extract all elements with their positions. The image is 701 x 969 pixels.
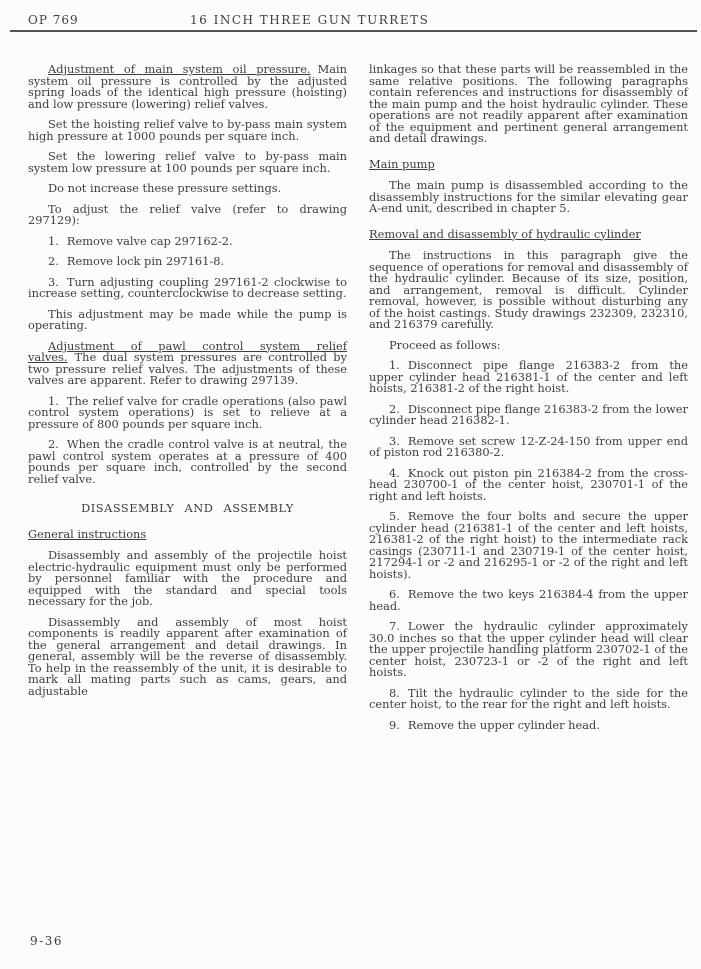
paragraph [28, 338, 347, 387]
list-item [28, 233, 347, 248]
paragraph: Do not increase these pressure settings. [48, 181, 282, 195]
paragraph-text: Main system oil pressure is controlled by the adjusted spring loads of the identical high pressure (hoisting) and low pressure (lowering) relief valves. [28, 62, 347, 111]
inline-heading: Adjustment of pawl control system relief valves. [28, 338, 347, 364]
text-columns [28, 64, 688, 740]
item-text: Remove lock pin 297161-8. [66, 254, 225, 268]
section-heading: DISASSEMBLY AND ASSEMBLY [81, 501, 294, 515]
item-number: 7. [389, 619, 400, 633]
list-item [369, 401, 688, 427]
item-number: 2. [389, 401, 400, 416]
list-item [369, 685, 688, 711]
paragraph [28, 64, 347, 110]
item-number: 3. [48, 274, 59, 289]
header-rule [10, 30, 697, 32]
item-number: 3. [389, 433, 400, 448]
item-text: Turn adjusting coupling 297161-2 clockwise to increase setting, counterclockwise to decrease setting. [28, 274, 347, 300]
list-item [369, 360, 688, 395]
list-item [28, 393, 347, 431]
left-column [28, 64, 347, 740]
list-item [369, 717, 688, 732]
item-number: 9. [389, 717, 400, 732]
item-number: 1. [48, 393, 59, 408]
item-number: 4. [389, 465, 400, 480]
list-item [369, 465, 688, 503]
item-number: 1. [48, 233, 59, 248]
doc-number: OP 769 [28, 13, 79, 27]
subsection-heading: General instructions [28, 526, 147, 541]
paragraph: Proceed as follows: [389, 337, 501, 352]
doc-title: 16 INCH THREE GUN TURRETS [190, 13, 430, 27]
paragraph: Disassembly and assembly of the projectile hoist electric-hydraulic equipment must only be performed by personnel familiar with the procedure and equipped with the standard and special tools necessary for the job. [28, 548, 347, 608]
item-number: 5. [389, 509, 400, 523]
list-item [369, 621, 688, 679]
item-text: Remove the four bolts and secure the upper cylinder head (216381-1 of the center and left hoists, 216381-2 of the right hoist) to the intermediate rack casings (230711-1 and 230719-1 of the center hoist, 217294-1 or -2 and 216295-1 or -2 of the right and left hoists). [369, 509, 688, 581]
item-number: 2. [48, 437, 59, 451]
paragraph: To adjust the relief valve (refer to drawing 297129): [28, 201, 347, 227]
list-item [369, 589, 688, 612]
item-number: 8. [389, 685, 400, 700]
list-item [369, 511, 688, 580]
list-item [28, 274, 347, 300]
item-text: Remove valve cap 297162-2. [66, 233, 233, 248]
item-text: Disconnect pipe flange 216383-2 from the lower cylinder head 216382-1. [369, 401, 688, 427]
paragraph: linkages so that these parts will be reassembled in the same relative positions. The following paragraphs contain references and instructions for disassembly of the main pump and the hoist hydraulic cylinder. These operations are not readily apparent after examination of the equipment and pertinent general arrangement and detail drawings. [369, 62, 688, 145]
paragraph: Set the hoisting relief valve to by-pass main system high pressure at 1000 pounds per square inch. [28, 117, 347, 143]
paragraph-text: The dual system pressures are controlled by two pressure relief valves. The adjustments of these valves are apparent. Refer to drawing 297139. [28, 350, 347, 387]
list-item [28, 256, 347, 268]
item-text: Disconnect pipe flange 216383-2 from the upper cylinder head 216381-1 of the center and left hoists, 216381-2 of the right hoist. [369, 358, 688, 395]
subsection-heading: Main pump [369, 156, 435, 171]
item-text: Knock out piston pin 216384-2 from the cross-head 230700-1 of the center hoist, 230701-1 of the right and left hoists. [369, 465, 688, 503]
item-text: Remove the upper cylinder head. [407, 717, 600, 732]
item-number: 1. [389, 358, 400, 372]
item-text: Lower the hydraulic cylinder approximately 30.0 inches so that the upper cylinder head will clear the upper projectile handling platform 230702-1 of the center hoist, 230723-1 or -2 of the right and left hoists. [369, 619, 688, 679]
item-text: Remove set screw 12-Z-24-150 from upper end of piston rod 216380-2. [369, 433, 688, 459]
paragraph: Set the lowering relief valve to by-pass main system low pressure at 100 pounds per square inch. [28, 149, 347, 175]
list-item [28, 439, 347, 485]
list-item [369, 433, 688, 459]
paragraph: The instructions in this paragraph give the sequence of operations for removal and disassembly of the hydraulic cylinder. Because of its size, position, and arrangement, removal is difficult. Cylinder removal, however, is possible without disturbing any of the hoist castings. Study drawings 232309, 232310, and 216379 carefully. [369, 248, 688, 331]
item-number: 2. [48, 254, 59, 268]
item-number: 6. [389, 587, 400, 601]
item-text: Remove the two keys 216384-4 from the upper head. [369, 587, 688, 613]
item-text: Tilt the hydraulic cylinder to the side for the center hoist, to the rear for the right and left hoists. [369, 685, 688, 711]
paragraph: This adjustment may be made while the pump is operating. [28, 306, 347, 332]
item-text: When the cradle control valve is at neutral, the pawl control system operates at a pressure of 400 pounds per square inch, controlled by the second relief valve. [28, 437, 347, 486]
paragraph: The main pump is disassembled according to the disassembly instructions for the similar elevating gear A-end unit, described in chapter 5. [369, 178, 688, 215]
paragraph: Disassembly and assembly of most hoist components is readily apparent after examination of the general arrangement and detail drawings. In general, assembly will be the reverse of disassembly. To help in the reassembly of the unit, it is desirable to mark all mating parts such as cams, gears, and adjustable [28, 614, 347, 698]
inline-heading: Adjustment of main system oil pressure. [48, 62, 311, 76]
page-number: 9-36 [30, 934, 63, 948]
item-text: The relief valve for cradle operations (also pawl control system operations) is set to relieve at a pressure of 800 pounds per square inch. [28, 393, 347, 431]
right-column [369, 64, 688, 740]
subsection-heading: Removal and disassembly of hydraulic cylinder [369, 226, 641, 241]
